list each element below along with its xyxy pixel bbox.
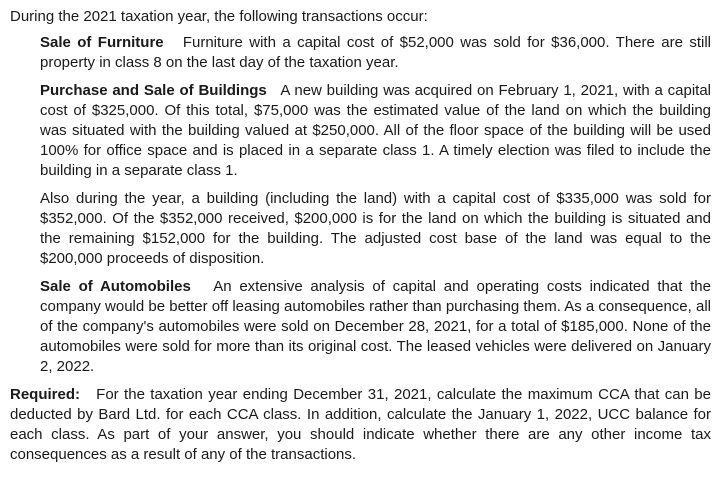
- required-text: For the taxation year ending December 31, 2021, calculate the maximum CCA that can be deducted by Bard Ltd. for each CCA class. In addition, calculate the January 1, 2022, UCC balance for each class. As part of your answer, you should indicate whether there are any other income tax consequences as a result of any of the transactions.: [10, 386, 711, 463]
- buildings-sale-text: Also during the year, a building (including the land) with a capital cost of $335,000 was sold for $352,000. Of the $352,000 received, $200,000 is for the land on which the building is situated and the remaining $152,000 for the building. The adjusted cost base of the land was equal to the $200,000 proceeds of disposition.: [40, 190, 711, 267]
- required-paragraph: [10, 385, 717, 465]
- furniture-paragraph: [10, 33, 717, 73]
- buildings-heading: Purchase and Sale of Buildings: [40, 82, 267, 99]
- automobiles-paragraph: [10, 277, 717, 377]
- buildings-paragraph: [10, 81, 717, 181]
- automobiles-heading: Sale of Automobiles: [40, 278, 191, 295]
- automobiles-text: An extensive analysis of capital and operating costs indicated that the company would be better off leasing automobiles rather than purchasing them. As a consequence, all of the company's automobiles were sold on December 28, 2021, for a total of $185,000. None of the automobiles were sold for more than its original cost. The leased vehicles were delivered on January 2, 2022.: [40, 278, 711, 375]
- intro-text: During the 2021 taxation year, the following transactions occur:: [10, 8, 428, 25]
- buildings-sale-paragraph: [10, 189, 717, 269]
- buildings-text: A new building was acquired on February 1, 2021, with a capital cost of $325,000. Of this total, $75,000 was the estimated value of the land on which the building was situated with the building valued at $250,000. All of the floor space of the building will be used 100% for office space and is placed in a separate class 1. A timely election was filed to include the building in a separate class 1.: [40, 82, 711, 179]
- required-heading: Required:: [10, 386, 81, 403]
- furniture-heading: Sale of Furniture: [40, 34, 164, 51]
- furniture-text: Furniture with a capital cost of $52,000 was sold for $36,000. There are still property in class 8 on the last day of the taxation year.: [40, 34, 711, 71]
